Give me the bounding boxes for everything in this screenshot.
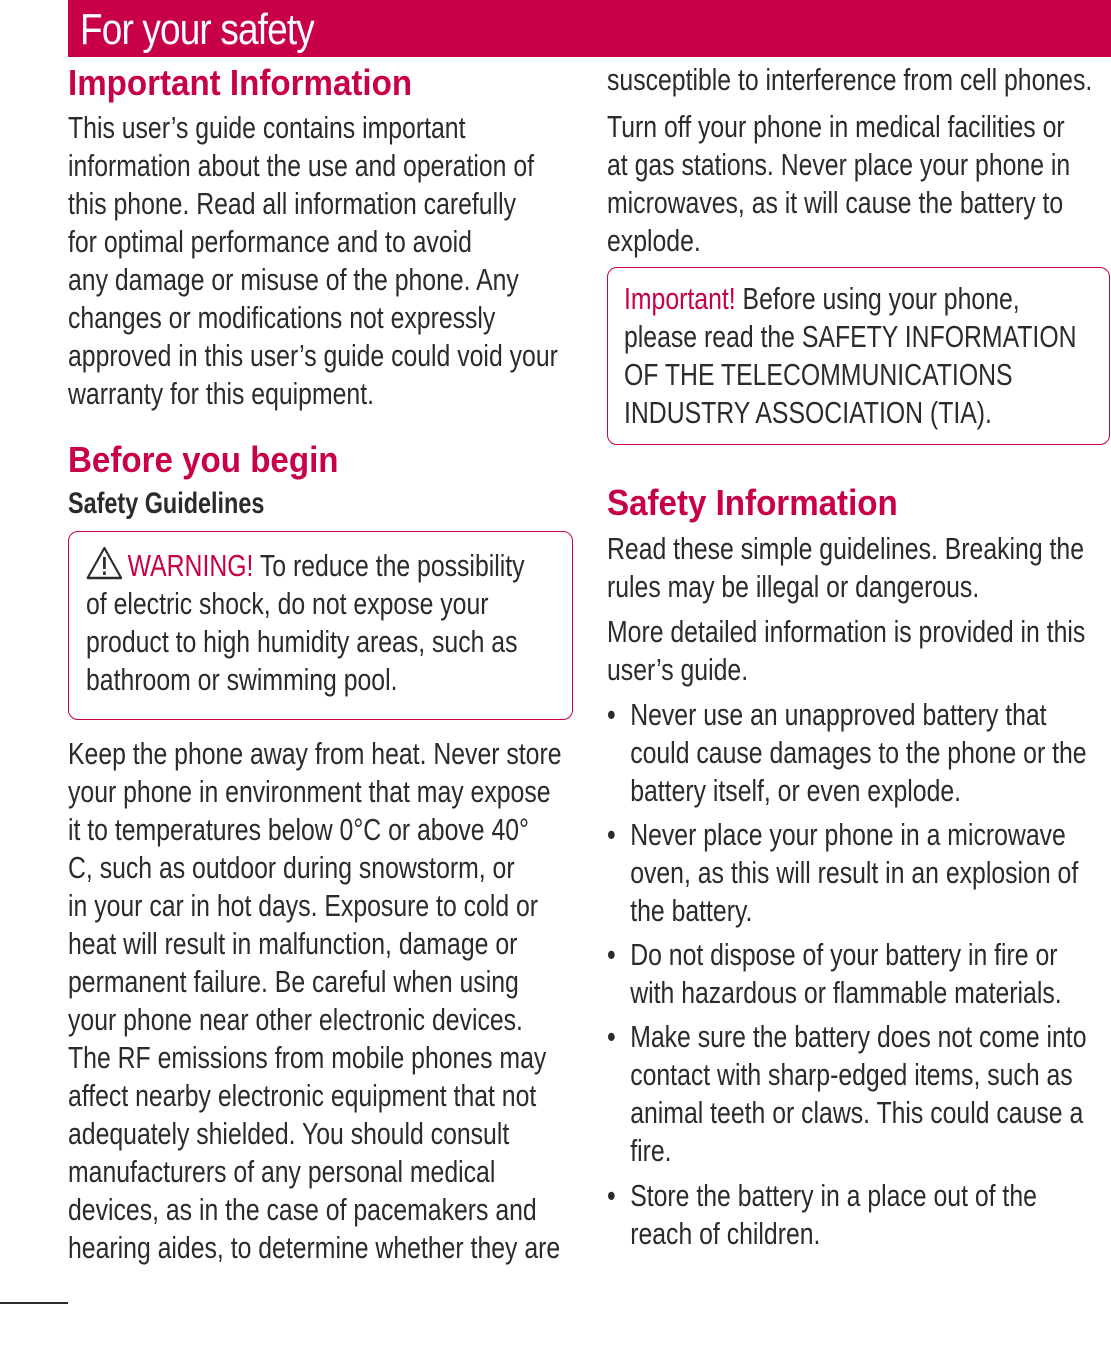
- bullet-line: Store the battery in a place out of the: [630, 1178, 1037, 1213]
- continued-line: [607, 61, 1103, 99]
- body-line: any damage or misuse of the phone. Any: [68, 262, 519, 297]
- bullet-line: Do not dispose of your battery in fire or: [630, 937, 1058, 972]
- important-label: Important!: [624, 281, 736, 316]
- bullet-line: battery itself, or even explode.: [630, 773, 962, 808]
- bullet-dot: •: [607, 937, 616, 972]
- bullet-line: with hazardous or flammable materials.: [630, 975, 1062, 1010]
- body-line: Read these simple guidelines. Breaking the: [607, 531, 1085, 566]
- bullet-line: Never use an unapproved battery that: [630, 697, 1047, 732]
- body-line: your phone in environment that may expose: [68, 774, 551, 809]
- bullet-line: the battery.: [630, 893, 753, 928]
- heat-warning-body: [68, 735, 564, 1267]
- medical-facilities-body: [607, 108, 1103, 260]
- warning-label: WARNING!: [127, 548, 254, 583]
- warning-line: bathroom or swimming pool.: [86, 662, 398, 697]
- important-line: OF THE TELECOMMUNICATIONS: [624, 357, 1013, 392]
- body-line: explode.: [607, 223, 701, 258]
- bullet-line: animal teeth or claws. This could cause a: [630, 1095, 1084, 1130]
- body-line: microwaves, as it will cause the battery to: [607, 185, 1064, 220]
- body-line: at gas stations. Never place your phone in: [607, 147, 1071, 182]
- warning-triangle-icon: [86, 546, 123, 580]
- bullet-line: reach of children.: [630, 1216, 821, 1251]
- bullet-line: Never place your phone in a microwave: [630, 817, 1066, 852]
- body-line: for optimal performance and to avoid: [68, 224, 472, 259]
- body-line: susceptible to interference from cell phones.: [607, 62, 1093, 97]
- body-line: This user’s guide contains important: [68, 110, 466, 145]
- important-text: [624, 280, 1077, 432]
- safety-guidelines-subheading: Safety Guidelines: [68, 487, 265, 520]
- important-information-heading: Important Information: [68, 62, 413, 103]
- important-callout: [607, 267, 1110, 445]
- safety-intro: [607, 530, 1103, 606]
- bullet-line: fire.: [630, 1133, 672, 1168]
- body-line: More detailed information is provided in this: [607, 614, 1086, 649]
- safety-detail: [607, 613, 1103, 689]
- body-line: C, such as outdoor during snowstorm, or: [68, 850, 515, 885]
- body-line: heat will result in malfunction, damage or: [68, 926, 518, 961]
- important-line: INDUSTRY ASSOCIATION (TIA).: [624, 395, 992, 430]
- list-item: [607, 816, 1103, 930]
- body-line: The RF emissions from mobile phones may: [68, 1040, 547, 1075]
- footer-rule: [0, 1302, 68, 1304]
- warning-line: product to high humidity areas, such as: [86, 624, 518, 659]
- list-item: [607, 696, 1103, 810]
- bullet-line: contact with sharp-edged items, such as: [630, 1057, 1073, 1092]
- body-line: it to temperatures below 0°C or above 40°: [68, 812, 529, 847]
- warning-line: of electric shock, do not expose your: [86, 586, 489, 621]
- important-first-text: Before using your phone,: [735, 281, 1020, 316]
- body-line: your phone near other electronic devices.: [68, 1002, 523, 1037]
- body-line: changes or modifications not expressly: [68, 300, 496, 335]
- bullet-line: could cause damages to the phone or the: [630, 735, 1087, 770]
- warning-first-line: [86, 546, 534, 585]
- page-title: For your safety: [80, 5, 314, 54]
- body-line: affect nearby electronic equipment that not: [68, 1078, 537, 1113]
- body-line: in your car in hot days. Exposure to cold or: [68, 888, 539, 923]
- bullet-dot: •: [607, 817, 616, 852]
- body-line: approved in this user’s guide could void your: [68, 338, 558, 373]
- body-line: manufacturers of any personal medical: [68, 1154, 496, 1189]
- body-line: rules may be illegal or dangerous.: [607, 569, 980, 604]
- body-line: this phone. Read all information carefully: [68, 186, 517, 221]
- body-line: warranty for this equipment.: [68, 376, 375, 411]
- before-you-begin-heading: Before you begin: [68, 439, 339, 480]
- body-line: adequately shielded. You should consult: [68, 1116, 510, 1151]
- body-line: information about the use and operation of: [68, 148, 535, 183]
- warning-text: [86, 546, 534, 699]
- important-line: please read the SAFETY INFORMATION: [624, 319, 1077, 354]
- bullet-dot: •: [607, 1019, 616, 1054]
- important-information-body: [68, 109, 564, 413]
- body-line: hearing aides, to determine whether they are: [68, 1230, 561, 1265]
- warning-first-text: To reduce the possibility: [253, 548, 525, 583]
- list-item: [607, 1018, 1103, 1170]
- bullet-line: oven, as this will result in an explosion of: [630, 855, 1079, 890]
- body-line: devices, as in the case of pacemakers and: [68, 1192, 537, 1227]
- safety-information-heading: Safety Information: [607, 482, 898, 523]
- body-line: Turn off your phone in medical facilities or: [607, 109, 1065, 144]
- list-item: [607, 1177, 1103, 1253]
- warning-callout: [68, 531, 573, 720]
- body-line: Keep the phone away from heat. Never store: [68, 736, 562, 771]
- important-first-line: [624, 280, 1072, 318]
- body-line: user’s guide.: [607, 652, 749, 687]
- bullet-line: Make sure the battery does not come into: [630, 1019, 1087, 1054]
- body-line: permanent failure. Be careful when using: [68, 964, 519, 999]
- bullet-dot: •: [607, 1178, 616, 1213]
- list-item: [607, 936, 1103, 1012]
- bullet-dot: •: [607, 697, 616, 732]
